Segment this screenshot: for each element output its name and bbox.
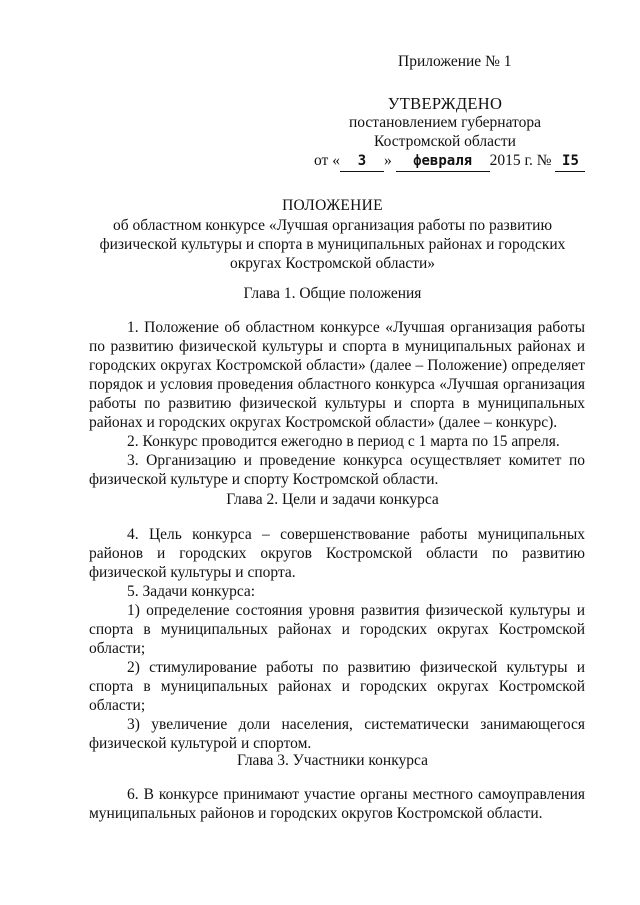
chapter1-heading: Глава 1. Общие положения <box>243 285 422 302</box>
paragraph-5: 5. Задачи конкурса: <box>127 583 256 600</box>
approved-by-line1: постановлением губернатора <box>348 114 542 131</box>
approved-by-line2: Костромской области <box>374 133 516 150</box>
date-mid: » <box>383 152 392 169</box>
approved-stamp-text: УТВЕРЖДЕНО <box>387 94 503 113</box>
paragraph-4: 4. Цель конкурса – совершенствование работы муниципальных районов и городских округов Костромской области по развитию физической культуры и спорта. <box>89 526 585 581</box>
chapter2-heading: Глава 2. Цели и задачи конкурса <box>226 491 439 508</box>
chapter3-body <box>89 785 585 823</box>
document-subtitle: об областном конкурсе «Лучшая организация работы по развитию физической культуры и спорта в муниципальных районах и городских округах Костромской области» <box>99 217 566 272</box>
paragraph-1: 1. Положение об областном конкурсе «Лучшая организация работы по развитию физической культуры и спорта в муниципальных районах и городских округах Костромской области» (далее – Положение) определяет порядок и условия проведения областного конкурса «Лучшая организация работы по развитию физической культуры и спорта в муниципальных районах и городских округах Костромской области» (далее – конкурс). <box>89 319 585 431</box>
task-2: 2) стимулирование работы по развитию физической культуры и спорта в муниципальных районах и городских округах Костромской области; <box>89 659 585 714</box>
approval-date-line <box>314 151 590 172</box>
appendix-label: Приложение № 1 <box>398 53 512 70</box>
chapter1-body <box>89 318 585 489</box>
paragraph-6: 6. В конкурсе принимают участие органы местного самоуправления муниципальных районов и городских округов Костромской области. <box>89 786 585 822</box>
chapter3-heading: Глава 3. Участники конкурса <box>237 752 428 769</box>
task-1: 1) определение состояния уровня развития физической культуры и спорта в муниципальных районах и городских округах Костромской области; <box>89 602 585 657</box>
date-year: 2015 г. № <box>489 152 552 169</box>
document-title: ПОЛОЖЕНИЕ <box>282 197 383 214</box>
task-3: 3) увеличение доли населения, систематически занимающегося физической культурой и спортом. <box>89 716 585 752</box>
date-prefix: от « <box>314 152 340 169</box>
paragraph-2: 2. Конкурс проводится ежегодно в период с 1 марта по 15 апреля. <box>127 433 560 450</box>
approval-block <box>300 94 590 172</box>
paragraph-3: 3. Организацию и проведение конкурса осуществляет комитет по физической культуре и спорту Костромской области. <box>89 452 585 488</box>
date-day: 3 <box>340 152 384 172</box>
chapter2-body <box>89 525 585 753</box>
decree-number: I5 <box>555 152 585 172</box>
date-month: февраля <box>396 152 490 172</box>
document-title-block <box>80 196 585 273</box>
